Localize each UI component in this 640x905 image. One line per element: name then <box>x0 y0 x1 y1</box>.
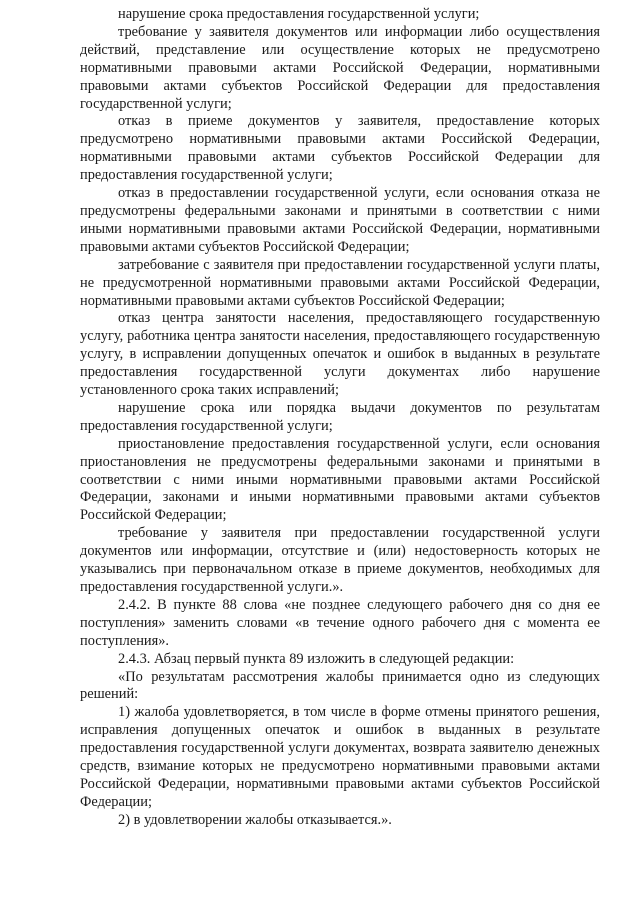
paragraph: 2.4.2. В пункте 88 слова «не позднее следующего рабочего дня со дня ее поступления» заменить словами «в течение одного рабочего дня с момента ее поступления». <box>80 596 600 649</box>
paragraph: «По результатам рассмотрения жалобы принимается одно из следующих решений: <box>80 668 600 703</box>
paragraph: 1) жалоба удовлетворяется, в том числе в форме отмены принятого решения, исправления допущенных опечаток и ошибок в выданных в результате предоставления государственной услуги документах, возврата заявителю денежных средств, взимание которых не предусмотрено нормативными правовыми актами Российской Федерации, нормативными правовыми актами субъектов Российской Федерации; <box>80 704 600 810</box>
paragraph: затребование с заявителя при предоставлении государственной услуги платы, не предусмотренной нормативными правовыми актами Российской Федерации, нормативными правовыми актами субъектов Российской Федерации; <box>80 256 600 309</box>
paragraph: требование у заявителя документов или информации либо осуществления действий, представление или осуществление которых не предусмотрено нормативными правовыми актами Российской Федерации, нормативными правовыми актами субъектов Российской Федерации для предоставления государственной услуги; <box>80 23 600 112</box>
paragraph: отказ в предоставлении государственной услуги, если основания отказа не предусмотрены федеральными законами и принятыми в соответствии с ними иными нормативными правовыми актами Российской Федерации, нормативными правовыми актами субъектов Российской Федерации; <box>80 185 600 255</box>
paragraph: 2.4.3. Абзац первый пункта 89 изложить в следующей редакции: <box>118 650 515 667</box>
paragraph: 2) в удовлетворении жалобы отказывается.». <box>118 811 392 828</box>
paragraph: нарушение срока предоставления государственной услуги; <box>118 6 480 22</box>
paragraph: нарушение срока или порядка выдачи документов по результатам предоставления государственной услуги; <box>80 399 600 434</box>
document-page <box>80 6 600 830</box>
paragraph: отказ центра занятости населения, предоставляющего государственную услугу, работника центра занятости населения, предоставляющего государственную услугу, в исправлении допущенных опечаток и ошибок в выданных в результате предоставления государственной услуги документах либо нарушение установленного срока таких исправлений; <box>80 310 600 399</box>
paragraph: отказ в приеме документов у заявителя, предоставление которых предусмотрено нормативными правовыми актами Российской Федерации, нормативными правовыми актами субъектов Российской Федерации для предоставления государственной услуги; <box>80 113 600 184</box>
paragraph: требование у заявителя при предоставлении государственной услуги документов или информации, отсутствие и (или) недостоверность которых не указывались при первоначальном отказе в приеме документов, необходимых для предоставления государственной услуги.». <box>80 525 600 595</box>
paragraph: приостановление предоставления государственной услуги, если основания приостановления не предусмотрены федеральными законами и принятыми в соответствии с ними иными нормативными правовыми актами Российской Федерации, законами и иными нормативными правовыми актами субъектов Российской Федерации; <box>80 435 600 524</box>
